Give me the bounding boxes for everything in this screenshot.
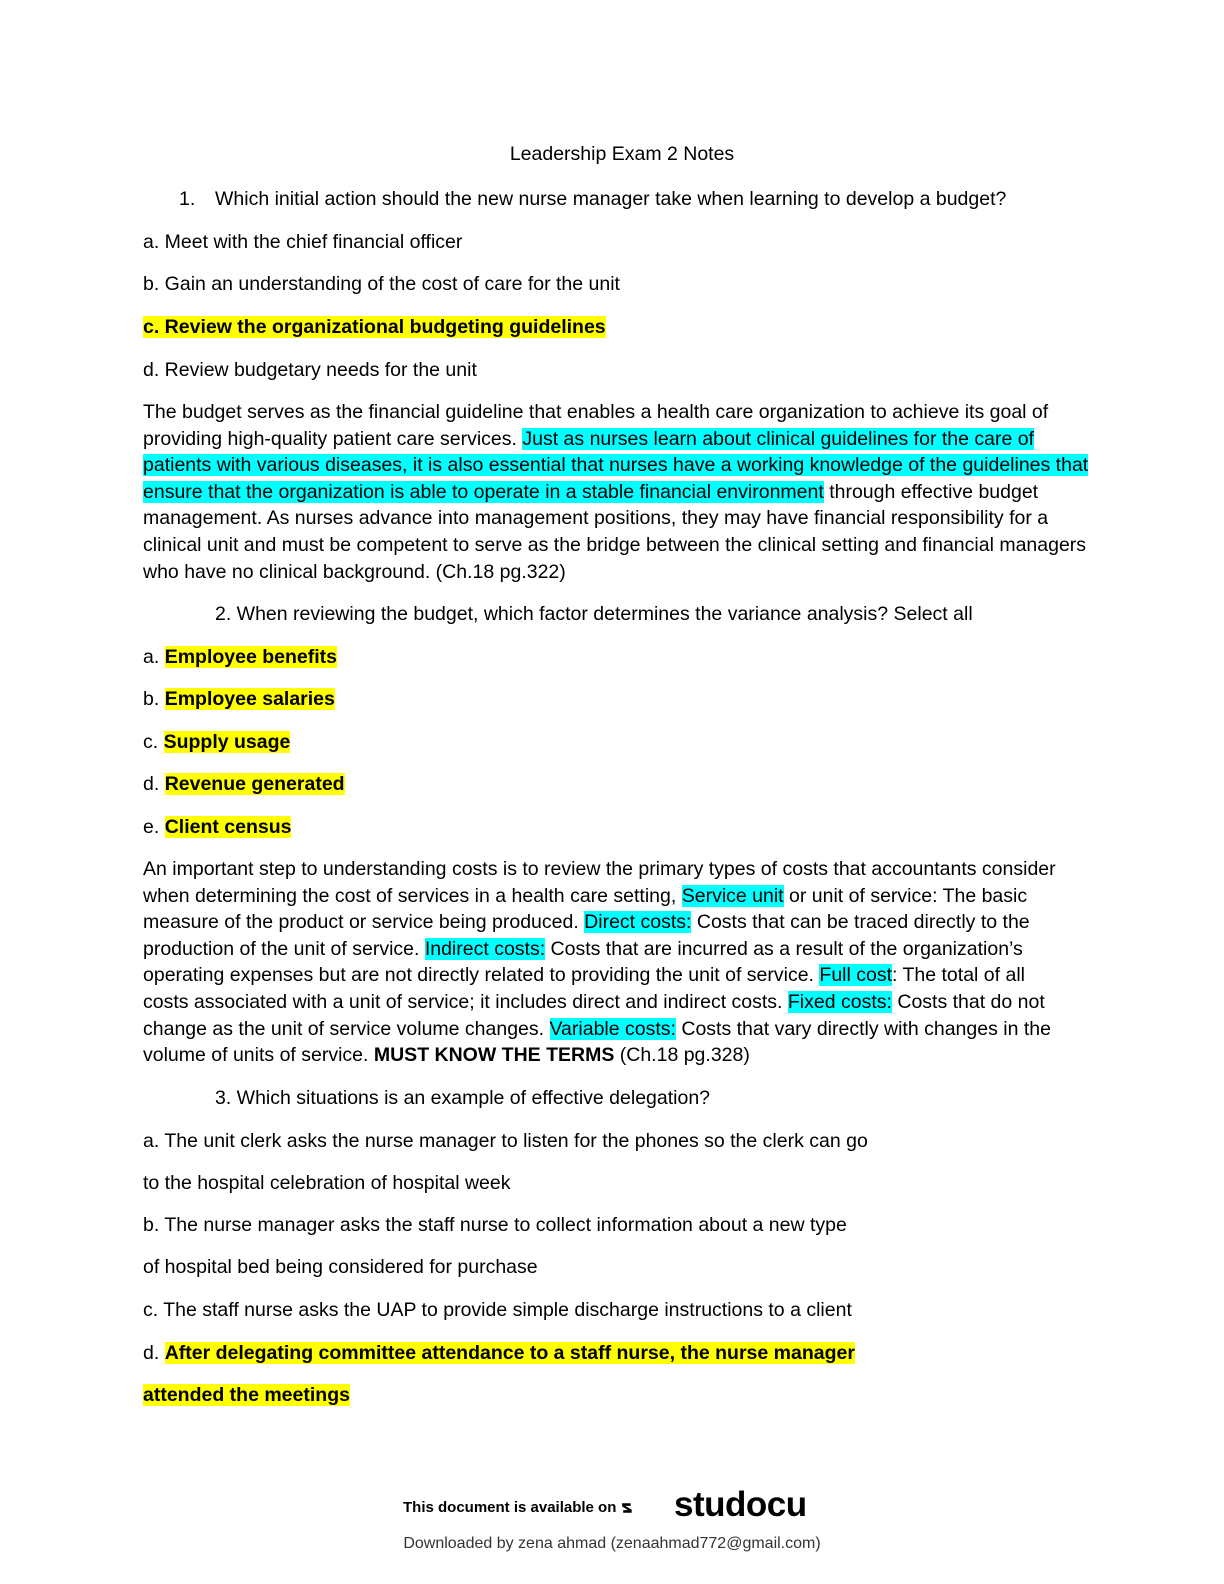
q3-option-a-line2: to the hospital celebration of hospital week	[143, 1172, 511, 1194]
q2-option-b-letter: b.	[143, 688, 165, 710]
q2-option-a-answer: Employee benefits	[164, 646, 337, 668]
q2-option-d-letter: d.	[143, 773, 165, 795]
q2-rationale-text-4: Costs that are incurred as a result of the organization’s operating expenses but are not directly related to providing the unit of service.	[143, 937, 1023, 987]
q1-option-a: a. Meet with the chief financial officer	[143, 231, 463, 253]
q2-option-a-letter: a.	[143, 646, 165, 668]
q2-rationale-text-5: : The total of all costs associated with a unit of service; it includes direct and indirect costs.	[143, 964, 1025, 1013]
q3-option-c: c. The staff nurse asks the UAP to provide simple discharge instructions to a client	[143, 1299, 852, 1321]
q3-option-b-line1: b. The nurse manager asks the staff nurse to collect information about a new type	[143, 1214, 847, 1236]
q2-rationale-text-3: Costs that can be traced directly to the production of the unit of service.	[143, 911, 1030, 960]
q1-option-d: d. Review budgetary needs for the unit	[143, 359, 477, 381]
q1-rationale	[143, 399, 1093, 585]
q1-option-c-answer: c. Review the organizational budgeting guidelines	[143, 316, 606, 338]
q2-option-c-letter: c.	[143, 731, 164, 753]
term-fixed-costs: Fixed costs:	[787, 990, 892, 1013]
q2-option-b-answer: Employee salaries	[164, 688, 335, 710]
term-direct-costs: Direct costs:	[584, 911, 692, 934]
q2-option-a	[143, 644, 337, 670]
q2-rationale-text-1: An important step to understanding costs is to review the primary types of costs that accountants consider when determining the cost of services in a health care setting,	[143, 858, 1056, 907]
downloaded-by-text: Downloaded by zena ahmad (zenaahmad772@gmail.com)	[403, 1535, 821, 1552]
q3-option-d-line2	[143, 1382, 350, 1408]
must-know-terms: MUST KNOW THE TERMS	[373, 1044, 615, 1067]
q2-option-c	[143, 729, 290, 755]
footer-available-text: This document is available on	[403, 1499, 617, 1516]
q2-rationale-text-6: Costs that do not change as the unit of service volume changes.	[143, 990, 1045, 1040]
q2-rationale-text-8: (Ch.18 pg.328)	[614, 1044, 750, 1067]
q1-rationale-post: through effective budget management. As nurses advance into management positions, they may have financial responsibility for a clinical unit and must be competent to serve as the bridge between the clinical setting and financial managers who have no clinical background. (Ch.18 pg.322)	[143, 480, 1087, 583]
q3-option-d-answer: After delegating committee attendance to a staff nurse, the nurse manager	[164, 1342, 855, 1364]
q1-number: 1.	[179, 188, 196, 210]
q3-option-d-answer-cont: attended the meetings	[143, 1384, 350, 1406]
q3-option-a-line1: a. The unit clerk asks the nurse manager to listen for the phones so the clerk can go	[143, 1130, 868, 1152]
q3-option-b-line2: of hospital bed being considered for purchase	[143, 1256, 538, 1278]
q2-rationale-text-2: or unit of service: The basic measure of the product or service being produced.	[143, 884, 1028, 934]
studocu-brand[interactable]: studocu	[674, 1485, 807, 1524]
q2-rationale	[143, 856, 1073, 1069]
q2-option-d-answer: Revenue generated	[164, 773, 345, 795]
q2-option-e	[143, 814, 291, 840]
q1-option-b: b. Gain an understanding of the cost of care for the unit	[143, 273, 620, 295]
q3-option-d-letter: d.	[143, 1342, 165, 1364]
q2-question: 2. When reviewing the budget, which factor determines the variance analysis? Select all	[215, 603, 973, 625]
q1-rationale-highlight: Just as nurses learn about clinical guidelines for the care of patients with various diseases, it is also essential that nurses have a working knowledge of the guidelines that ensure that the organization is able to operate in a stable financial environment	[143, 427, 1089, 503]
q1-option-c-wrap	[143, 314, 606, 340]
q3-question: 3. Which situations is an example of effective delegation?	[215, 1087, 711, 1109]
term-full-cost: Full cost	[819, 964, 893, 987]
q2-option-b	[143, 686, 335, 712]
q2-option-d	[143, 771, 345, 797]
term-variable-costs: Variable costs:	[549, 1017, 676, 1040]
page-title: Leadership Exam 2 Notes	[509, 143, 735, 165]
studocu-logo-icon[interactable]	[620, 1484, 672, 1532]
term-service-unit: Service unit	[681, 884, 784, 907]
q1-question: Which initial action should the new nurse manager take when learning to develop a budget?	[215, 188, 1007, 210]
q2-option-e-answer: Client census	[164, 816, 292, 838]
q3-option-d-line1	[143, 1340, 855, 1366]
term-indirect-costs: Indirect costs:	[424, 937, 546, 960]
q2-option-c-answer: Supply usage	[163, 731, 291, 753]
q2-option-e-letter: e.	[143, 816, 165, 838]
q2-rationale-text-7: Costs that vary directly with changes in the volume of units of service.	[143, 1017, 1051, 1067]
q1-rationale-pre: The budget serves as the financial guideline that enables a health care organization to achieve its goal of providing high-quality patient care services.	[143, 401, 1049, 450]
